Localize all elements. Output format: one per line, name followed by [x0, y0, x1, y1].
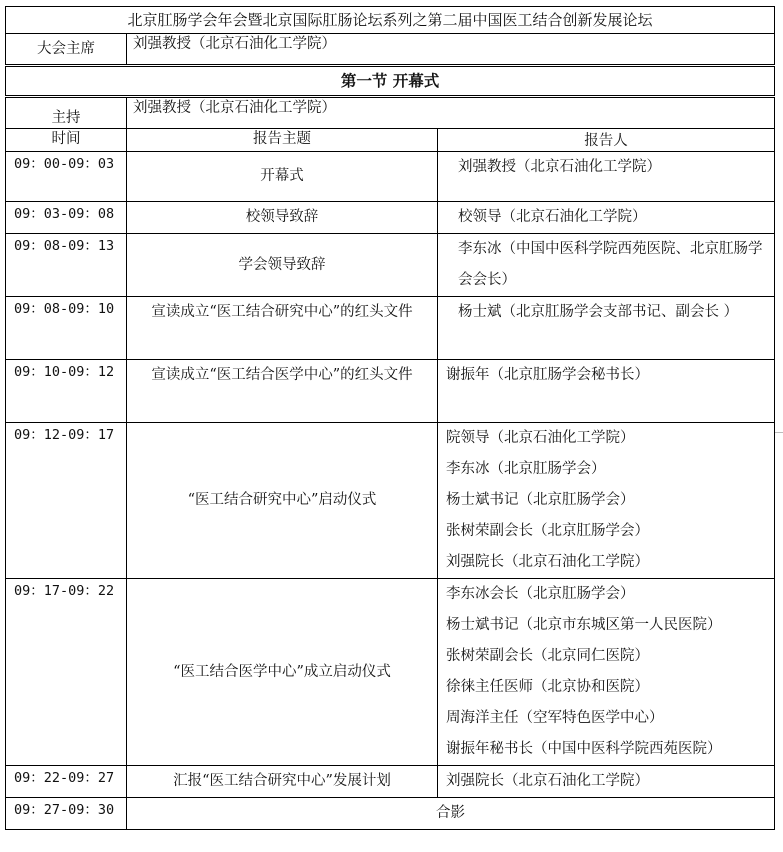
speaker-line: 校领导（北京石油化工学院）: [458, 209, 647, 225]
speaker-line: 谢振年秘书长（中国中医科学院西苑医院）: [446, 741, 722, 757]
chair-label: 大会主席: [6, 34, 127, 66]
forum-title: 北京肛肠学会年会暨北京国际肛肠论坛系列之第二届中国医工结合创新发展论坛: [6, 7, 775, 34]
speaker-cell: [438, 360, 775, 423]
speaker-line: 杨士斌书记（北京肛肠学会）: [446, 492, 635, 508]
topic-cell: 宣读成立“医工结合医学中心”的红头文件: [127, 360, 438, 423]
speaker-cell: [438, 152, 775, 202]
table-row: [6, 766, 775, 798]
topic-cell: “医工结合医学中心”成立启动仪式: [127, 579, 438, 766]
speaker-cell: [438, 766, 775, 798]
topic-cell: “医工结合研究中心”启动仪式: [127, 423, 438, 579]
speaker-line: 杨士斌书记（北京市东城区第一人民医院）: [446, 617, 722, 633]
speaker-cell: [438, 234, 775, 297]
topic-cell: 校领导致辞: [127, 202, 438, 234]
chair-row: [6, 34, 775, 66]
speaker-cell: [438, 579, 775, 766]
table-row: [6, 202, 775, 234]
header-row: [6, 129, 775, 152]
speaker-line: 张树荣副会长（北京同仁医院）: [446, 648, 649, 664]
chair-value: 刘强教授（北京石油化工学院）: [127, 34, 775, 66]
section-row: [6, 66, 775, 97]
header-time: 时间: [6, 129, 127, 152]
speaker-line: 李东冰（北京肛肠学会）: [446, 461, 606, 477]
topic-cell: 合影: [127, 798, 775, 830]
table-row: [6, 579, 775, 766]
speaker-cell: [438, 423, 775, 579]
topic-cell: 宣读成立“医工结合研究中心”的红头文件: [127, 297, 438, 360]
time-cell: 09：08-09：10: [6, 297, 127, 360]
speaker-cell: [438, 202, 775, 234]
time-cell: 09：27-09：30: [6, 798, 127, 830]
host-row: [6, 97, 775, 129]
speaker-line: 李东冰（中国中医科学院西苑医院、北京肛肠学会会长）: [458, 241, 763, 288]
program-document: [5, 6, 774, 830]
table-row: [6, 798, 775, 830]
speaker-line: 刘强教授（北京石油化工学院）: [458, 159, 661, 175]
host-label: 主持: [6, 97, 127, 129]
time-cell: 09：03-09：08: [6, 202, 127, 234]
program-table: [5, 6, 775, 830]
topic-cell: 学会领导致辞: [127, 234, 438, 297]
edge-divider: [775, 432, 783, 433]
time-cell: 09：22-09：27: [6, 766, 127, 798]
time-cell: 09：08-09：13: [6, 234, 127, 297]
topic-cell: 汇报“医工结合研究中心”发展计划: [127, 766, 438, 798]
time-cell: 09：17-09：22: [6, 579, 127, 766]
time-cell: 09：10-09：12: [6, 360, 127, 423]
time-cell: 09：00-09：03: [6, 152, 127, 202]
speaker-line: 刘强院长（北京石油化工学院）: [446, 554, 649, 570]
header-topic: 报告主题: [127, 129, 438, 152]
time-cell: 09：12-09：17: [6, 423, 127, 579]
speaker-line: 张树荣副会长（北京肛肠学会）: [446, 523, 649, 539]
speaker-line: 徐徕主任医师（北京协和医院）: [446, 679, 649, 695]
speaker-line: 周海洋主任（空军特色医学中心）: [446, 710, 664, 726]
table-row: [6, 423, 775, 579]
title-row: [6, 7, 775, 34]
speaker-line: 谢振年（北京肛肠学会秘书长）: [446, 367, 649, 383]
table-row: [6, 152, 775, 202]
table-row: [6, 234, 775, 297]
speaker-line: 刘强院长（北京石油化工学院）: [446, 773, 649, 789]
speaker-line: 院领导（北京石油化工学院）: [446, 430, 635, 446]
speaker-cell: [438, 297, 775, 360]
topic-cell: 开幕式: [127, 152, 438, 202]
section-heading: 第一节 开幕式: [6, 66, 775, 97]
table-row: [6, 360, 775, 423]
speaker-line: 李东冰会长（北京肛肠学会）: [446, 586, 635, 602]
speaker-line: 杨士斌（北京肛肠学会支部书记、副会长 ）: [458, 304, 739, 320]
host-value: 刘强教授（北京石油化工学院）: [127, 97, 775, 129]
header-speaker: 报告人: [438, 129, 775, 152]
table-row: [6, 297, 775, 360]
